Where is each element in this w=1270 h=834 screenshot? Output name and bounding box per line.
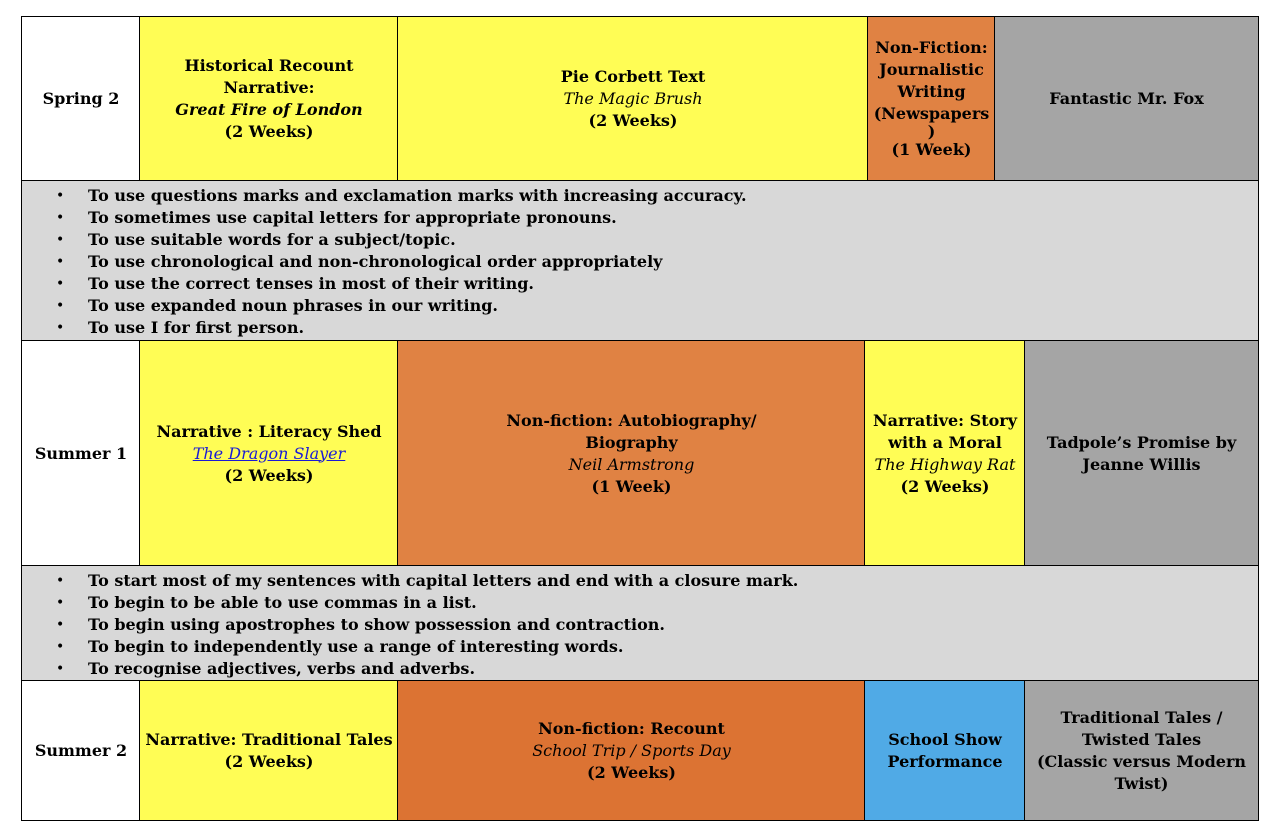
term-label-summer-2 [21,680,141,821]
dragon-slayer-link[interactable]: The Dragon Slayer [192,443,346,463]
unit-duration: (1 Week) [891,140,972,159]
objective-text: To begin to independently use a range of interesting words. [88,637,624,656]
unit-line: Journalistic [879,60,984,79]
unit-duration: (2 Weeks) [587,762,676,782]
bullet: • [56,595,65,611]
list-item [22,207,1258,229]
unit-line: Biography [585,432,678,452]
objective-text: To use suitable words for a subject/topic. [88,230,456,249]
bullet: • [56,188,65,204]
unit-recount [397,680,866,821]
list-item [22,295,1258,317]
objectives-spring-2 [21,180,1259,342]
unit-line: Narrative: Story [873,410,1017,430]
unit-line: Jeanne Willis [1082,454,1201,474]
unit-fantastic-mr-fox [994,16,1259,182]
list-item [22,317,1258,339]
unit-historical-recount [139,16,399,182]
unit-duration: (1 Week) [591,476,672,496]
objective-text: To begin to be able to use commas in a list. [88,593,477,612]
unit-title: Pie Corbett Text [560,67,706,86]
objective-text: To use questions marks and exclamation marks with increasing accuracy. [88,186,747,205]
unit-text: The Magic Brush [563,89,703,108]
bullet: • [56,210,65,226]
term-text: Summer 1 [34,443,128,463]
unit-text: The Highway Rat [874,454,1016,474]
unit-line: School Show [888,729,1002,749]
objective-text: To sometimes use capital letters for appropriate pronouns. [88,208,617,227]
bullet: • [56,573,65,589]
bullet: • [56,320,65,336]
objectives-summer-1 [21,565,1259,682]
objective-text: To use I for first person. [88,318,305,337]
unit-line: Traditional Tales / [1060,707,1223,727]
term-text: Summer 2 [34,740,128,760]
bullet: • [56,661,65,677]
unit-literacy-shed [139,340,399,567]
unit-duration: (2 Weeks) [224,751,314,771]
list-item [22,570,1258,592]
bullet: • [56,617,65,633]
objectives-list [22,185,1258,339]
unit-twisted-tales [1024,680,1259,821]
list-item [22,273,1258,295]
term-text: Spring 2 [42,89,120,108]
unit-text: School Trip / Sports Day [532,740,731,760]
unit-line: Non-fiction: Autobiography/ [506,410,757,430]
bullet: • [56,639,65,655]
term-label-summer-1 [21,340,141,567]
unit-text: Neil Armstrong [568,454,695,474]
list-item [22,251,1258,273]
unit-title: Narrative: Traditional Tales [145,729,393,749]
objective-text: To use the correct tenses in most of their writing. [88,274,534,293]
unit-line: Twisted Tales [1081,729,1202,749]
unit-school-show [864,680,1026,821]
term-label-spring-2 [21,16,141,182]
objectives-list [22,570,1258,680]
unit-line: Writing [897,82,966,101]
unit-line: with a Moral [888,432,1002,452]
unit-pie-corbett [397,16,869,182]
bullet: • [56,232,65,248]
objective-text: To use expanded noun phrases in our writing. [88,296,498,315]
bullet: • [56,276,65,292]
bullet: • [56,298,65,314]
list-item [22,592,1258,614]
list-item [22,614,1258,636]
unit-text: Great Fire of London [175,100,363,119]
unit-tadpoles-promise [1024,340,1259,567]
unit-title: Narrative : Literacy Shed [156,421,382,441]
unit-journalistic-writing [867,16,996,182]
list-item [22,658,1258,680]
unit-line: Non-Fiction: [875,38,988,57]
objective-text: To use chronological and non-chronological order appropriately [88,252,663,271]
unit-story-with-moral [864,340,1026,567]
unit-autobiography [397,340,866,567]
unit-line: ) [927,122,936,141]
unit-line: (Newspapers [873,104,990,123]
unit-title: Historical Recount Narrative: [184,56,354,97]
list-item [22,636,1258,658]
unit-title: Non-fiction: Recount [538,718,725,738]
unit-duration: (2 Weeks) [224,465,314,485]
bullet: • [56,254,65,270]
unit-duration: (2 Weeks) [588,111,678,130]
unit-line: (Classic versus Modern [1036,751,1247,771]
objective-text: To recognise adjectives, verbs and adverbs. [88,659,476,678]
unit-line: Tadpole’s Promise by [1046,432,1237,452]
unit-traditional-tales [139,680,399,821]
unit-duration: (2 Weeks) [900,476,990,496]
unit-duration: (2 Weeks) [224,122,314,141]
unit-line: Twist) [1114,773,1169,793]
list-item [22,229,1258,251]
unit-line: Performance [887,751,1003,771]
unit-title: Fantastic Mr. Fox [1049,89,1204,108]
objective-text: To start most of my sentences with capital letters and end with a closure mark. [88,571,799,590]
list-item [22,185,1258,207]
objective-text: To begin using apostrophes to show possession and contraction. [88,615,665,634]
